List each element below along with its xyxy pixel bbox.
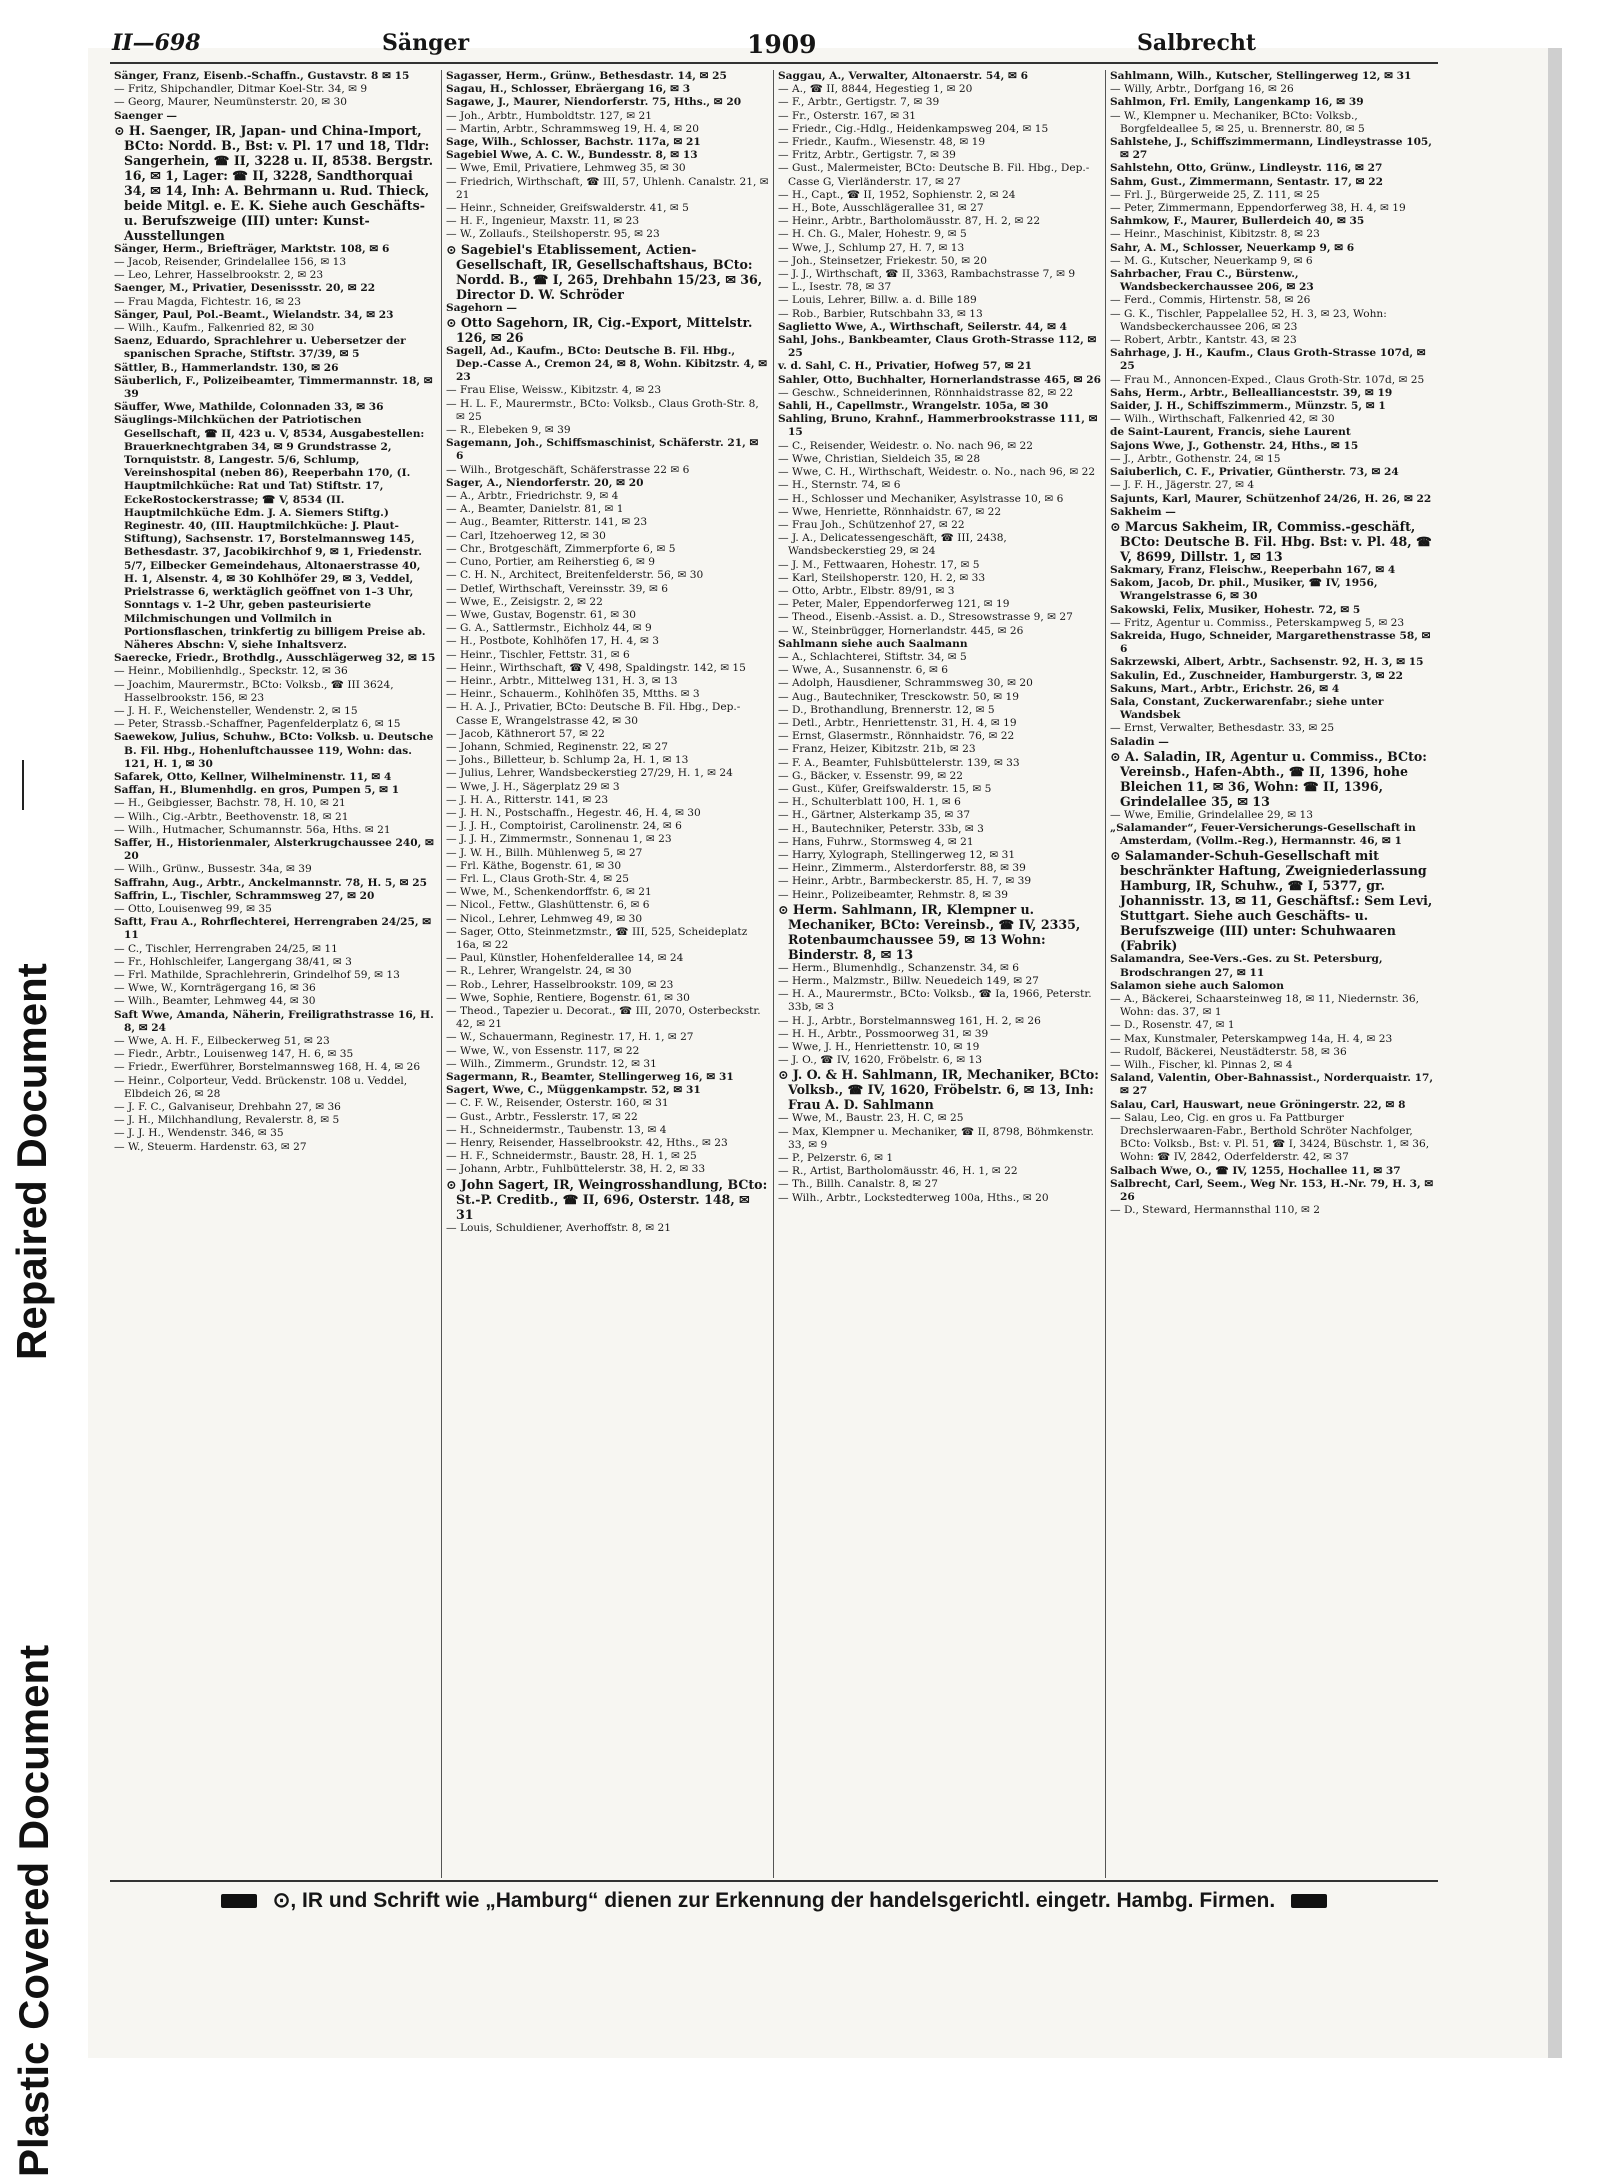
directory-entry: — Wwe, A. H. F., Eilbeckerweg 51, ✉ 23 xyxy=(114,1035,330,1047)
directory-entry: — Gust., Arbtr., Fesslerstr. 17, ✉ 22 xyxy=(446,1110,638,1123)
directory-entry: — H., Bautechniker, Peterstr. 33b, ✉ 3 xyxy=(778,822,984,835)
directory-entry: — J. J. H., Comptoirist, Carolinenstr. 24, ✉ 6 xyxy=(446,820,682,833)
directory-entry: — H., Schlosser und Mechaniker, Asylstrasse 10, ✉ 6 xyxy=(778,492,1064,505)
directory-entry: Sänger, Paul, Pol.-Beamt., Wielandstr. 34, ✉ 23 xyxy=(114,308,394,321)
directory-entry: — Herm., Blumenhdlg., Schanzenstr. 34, ✉ 6 xyxy=(778,961,1020,974)
directory-entry: — Detlef, Wirthschaft, Vereinsstr. 39, ✉ 6 xyxy=(446,582,669,595)
directory-entry: Sakheim — xyxy=(1110,505,1176,518)
page-gutter xyxy=(1548,48,1562,2058)
directory-entry: — Wwe, C. H., Wirthschaft, Weidestr. o. No., nach 96, ✉ 22 xyxy=(778,466,1096,479)
directory-entry: — H., Geibgiesser, Bachstr. 78, H. 10, ✉ 21 xyxy=(114,797,346,810)
directory-entry: — Max, Kunstmaler, Peterskampweg 14a, H. 4, ✉ 23 xyxy=(1110,1032,1393,1045)
directory-entry: — Wwe, Emilie, Grindelallee 29, ✉ 13 xyxy=(1110,808,1313,821)
directory-entry: Saenz, Eduardo, Sprachlehrer u. Uebersetzer der spanischen Sprache, Stiftstr. 37/39, ✉ 5 xyxy=(114,335,406,361)
directory-entry: Säuberlich, F., Polizeibeamter, Timmermannstr. 18, ✉ 39 xyxy=(114,374,433,401)
directory-entry: — Gust., Malermeister, BCto: Deutsche B. Fil. Hbg., Dep.-Casse G, Vierländerstr. 17, ✉ 27 xyxy=(778,162,1090,188)
directory-entry: Sagawe, J., Maurer, Niendorferstr. 75, Hths., ✉ 20 xyxy=(446,96,742,109)
directory-entry: — Frau Magda, Fichtestr. 16, ✉ 23 xyxy=(114,295,301,308)
directory-entry: — J., Arbtr., Gothenstr. 24, ✉ 15 xyxy=(1110,452,1281,465)
directory-entry: — H. F., Ingenieur, Maxstr. 11, ✉ 23 xyxy=(446,215,640,228)
directory-entry: — Nicol., Lehrer, Lehmweg 49, ✉ 30 xyxy=(446,912,643,925)
directory-entry: Sahrbacher, Frau C., Bürstenw., Wandsbeckerchaussee 206, ✉ 23 xyxy=(1110,268,1314,294)
directory-entry: — Henry, Reisender, Hasselbrookstr. 42, Hths., ✉ 23 xyxy=(446,1137,728,1150)
directory-entry: — Wwe, A., Susannenstr. 6, ✉ 6 xyxy=(778,664,949,677)
directory-entry: — Rudolf, Bäckerei, Neustädterstr. 58, ✉ 36 xyxy=(1110,1045,1347,1058)
directory-entry: — H., Schneidermstr., Taubenstr. 13, ✉ 4 xyxy=(446,1123,667,1136)
directory-entry: Saladin — xyxy=(1110,735,1169,748)
directory-entry: Säuffer, Wwe, Mathilde, Colonnaden 33, ✉ 36 xyxy=(114,401,384,414)
directory-entry: — H., Gärtner, Alsterkamp 35, ✉ 37 xyxy=(778,809,971,822)
directory-entry: Sahlmann siehe auch Saalmann xyxy=(778,637,968,650)
directory-entry: Sakuns, Mart., Arbtr., Erichstr. 26, ✉ 4 xyxy=(1110,682,1340,695)
directory-entry: — Johs., Billetteur, b. Schlump 2a, H. 1, ✉ 13 xyxy=(446,754,689,767)
directory-entry: — H. L. F., Maurermstr., BCto: Volksb., Claus Groth-Str. 8, ✉ 25 xyxy=(446,397,759,423)
directory-entry: — A., Bäckerei, Schaarsteinweg 18, ✉ 11, Niedernstr. 36, Wohn: das. 37, ✉ 1 xyxy=(1110,992,1419,1019)
directory-entry: — Harry, Xylograph, Stellingerweg 12, ✉ 31 xyxy=(778,848,1016,861)
directory-entry: — Karl, Steilshoperstr. 120, H. 2, ✉ 33 xyxy=(778,571,986,584)
header-rule xyxy=(110,62,1438,64)
directory-entry: — Heinr., Tischler, Fettstr. 31, ✉ 6 xyxy=(446,648,630,661)
directory-entry: — Frau Joh., Schützenhof 27, ✉ 22 xyxy=(778,518,965,531)
directory-entry: — Rob., Barbier, Rutschbahn 33, ✉ 13 xyxy=(778,307,983,320)
directory-entry: Saftt, Frau A., Rohrflechterei, Herrengraben 24/25, ✉ 11 xyxy=(114,916,432,942)
directory-entry: Saider, J. H., Schiffszimmerm., Münzstr. 5, ✉ 1 xyxy=(1110,400,1386,413)
directory-entry: — H. Ch. G., Maler, Hohestr. 9, ✉ 5 xyxy=(778,228,967,241)
directory-entry: — Wilh., Arbtr., Lockstedterweg 100a, Hths., ✉ 20 xyxy=(778,1191,1049,1204)
directory-entry: Saffrin, L., Tischler, Schrammsweg 27, ✉ 20 xyxy=(114,889,375,902)
directory-entry: — Theod., Eisenb.-Assist. a. D., Stresowstrasse 9, ✉ 27 xyxy=(778,611,1073,624)
directory-entry: — Frl. Käthe, Bogenstr. 61, ✉ 30 xyxy=(446,859,622,872)
directory-entry: — Heinr., Zimmerm., Alsterdorferstr. 88, ✉ 39 xyxy=(778,862,1026,875)
directory-entry: — Louis, Lehrer, Billw. a. d. Bille 189 xyxy=(778,294,977,307)
column-4 xyxy=(1106,70,1438,1878)
directory-entry: Saenger — xyxy=(114,109,177,122)
directory-entry: — Peter, Maler, Eppendorferweg 121, ✉ 19 xyxy=(778,598,1010,611)
directory-entry: Saggau, A., Verwalter, Altonaerstr. 54, ✉ 6 xyxy=(778,70,1028,82)
directory-entry: Sajons Wwe, J., Gothenstr. 24, Hths., ✉ 15 xyxy=(1110,439,1359,452)
directory-entry: — A., Schlachterei, Stiftstr. 34, ✉ 5 xyxy=(778,650,967,663)
pointing-hand-icon xyxy=(1291,1894,1327,1908)
directory-entry: — Cuno, Portier, am Reiherstieg 6, ✉ 9 xyxy=(446,556,655,569)
directory-entry: — Heinr., Arbtr., Barmbeckerstr. 85, H. 7, ✉ 39 xyxy=(778,875,1032,888)
edge-mark xyxy=(22,760,24,810)
directory-entry: ⊙ Sagebiel's Etablissement, Actien-Gesellschaft, IR, Gesellschaftshaus, BCto: Nordd. B., ☎ I, 265, Drehbahn 15/23, ✉ 36, Director D. W. Schröder xyxy=(446,241,763,302)
directory-entry: Saenger, M., Privatier, Desenissstr. 20, ✉ 22 xyxy=(114,282,376,295)
directory-entry: — W., Zollaufs., Steilshoperstr. 95, ✉ 23 xyxy=(446,228,660,241)
directory-entry: v. d. Sahl, C. H., Privatier, Hofweg 57, ✉ 21 xyxy=(778,360,1033,373)
directory-entry: — J. A., Delicatessengeschäft, ☎ III, 2438, Wandsbeckerstieg 29, ✉ 24 xyxy=(778,532,1007,558)
directory-entry: — Jacob, Käthnerort 57, ✉ 22 xyxy=(446,727,605,740)
directory-entry: Saland, Valentin, Ober-Bahnassist., Norderquaistr. 17, ✉ 27 xyxy=(1110,1072,1434,1098)
directory-entry: Sahlmann, Wilh., Kutscher, Stellingerweg 12, ✉ 31 xyxy=(1110,70,1412,82)
directory-entry: — F., Arbtr., Gertigstr. 7, ✉ 39 xyxy=(778,96,940,109)
directory-entry: ⊙ John Sagert, IR, Weingrosshandlung, BCto: St.-P. Creditb., ☎ II, 696, Osterstr. 148, ✉ 31 xyxy=(446,1176,768,1222)
directory-entry: — Wilh., Kaufm., Falkenried 82, ✉ 30 xyxy=(114,322,315,335)
directory-entry: — Wilh., Wirthschaft, Falkenried 42, ✉ 30 xyxy=(1110,413,1335,426)
directory-entry: — C. F. W., Reisender, Osterstr. 160, ✉ 31 xyxy=(446,1097,669,1110)
scan-edge-strip xyxy=(0,0,57,2177)
directory-entry: — H. A. J., Privatier, BCto: Deutsche B. Fil. Hbg., Dep.-Casse E, Wrangelstrasse 42, ✉ 30 xyxy=(446,701,741,727)
directory-entry: Sagell, Ad., Kaufm., BCto: Deutsche B. Fil. Hbg., Dep.-Casse A., Cremon 24, ✉ 8, Wohn. Kibitzstr. 4, ✉ 23 xyxy=(446,344,768,384)
directory-entry: Sahs, Herm., Arbtr., Belleallianceststr. 39, ✉ 19 xyxy=(1110,386,1393,399)
directory-entry: Saffan, H., Blumenhdlg. en gros, Pumpen 5, ✉ 1 xyxy=(114,784,400,797)
directory-entry: — Friedr., Kaufm., Wiesenstr. 48, ✉ 19 xyxy=(778,136,986,149)
directory-entry: — Theod., Tapezier u. Decorat., ☎ III, 2070, Osterbeckstr. 42, ✉ 21 xyxy=(446,1005,761,1031)
directory-entry: — Heinr., Wirthschaft, ☎ V, 498, Spaldingstr. 142, ✉ 15 xyxy=(446,661,746,674)
directory-entry: — Martin, Arbtr., Schrammsweg 19, H. 4, ✉ 20 xyxy=(446,122,699,135)
directory-entry: — Wwe, Christian, Sieldeich 35, ✉ 28 xyxy=(778,452,981,465)
directory-entry: — M. G., Kutscher, Neuerkamp 9, ✉ 6 xyxy=(1110,254,1313,267)
directory-entry: Sakrzewski, Albert, Arbtr., Sachsenstr. 92, H. 3, ✉ 15 xyxy=(1110,656,1424,669)
directory-entry: — W., Schauermann, Reginestr. 17, H. 1, ✉ 27 xyxy=(446,1031,694,1044)
directory-entry: Sahlmon, Frl. Emily, Langenkamp 16, ✉ 39 xyxy=(1110,96,1364,109)
directory-entry: — Rob., Lehrer, Hasselbrookstr. 109, ✉ 23 xyxy=(446,978,674,991)
directory-entry: — Heinr., Schauerm., Kohlhöfen 35, Mtths. ✉ 3 xyxy=(446,688,700,701)
directory-entry: — Robert, Arbtr., Kantstr. 43, ✉ 23 xyxy=(1110,334,1297,347)
directory-entry: — Peter, Zimmermann, Eppendorferweg 38, H. 4, ✉ 19 xyxy=(1110,202,1406,215)
directory-entry: — Franz, Heizer, Kibitzstr. 21b, ✉ 23 xyxy=(778,743,976,756)
directory-entry: — Wwe, Henriette, Rönnhaidstr. 67, ✉ 22 xyxy=(778,505,1002,518)
directory-entry: — Joachim, Maurermstr., BCto: Volksb., ☎ III 3624, Hasselbrookstr. 156, ✉ 23 xyxy=(114,678,394,704)
directory-entry: — Julius, Lehrer, Wandsbeckerstieg 27/29, H. 1, ✉ 24 xyxy=(446,767,733,780)
directory-entry: ⊙ J. O. & H. Sahlmann, IR, Mechaniker, BCto: Volksb., ☎ IV, 1620, Fröbelstr. 6, ✉ 13, Inh: Frau A. D. Sahlmann xyxy=(778,1067,1099,1113)
directory-entry: Sahr, A. M., Schlosser, Neuerkamp 9, ✉ 6 xyxy=(1110,241,1355,254)
directory-entry: — H., Capt., ☎ II, 1952, Sophienstr. 2, ✉ 24 xyxy=(778,188,1016,201)
directory-entry: — Georg, Maurer, Neumünsterstr. 20, ✉ 30 xyxy=(114,96,347,109)
directory-entry: ⊙ Otto Sagehorn, IR, Cig.-Export, Mittelstr. 126, ✉ 26 xyxy=(446,314,753,345)
directory-entry: — Johann, Schmied, Reginenstr. 22, ✉ 27 xyxy=(446,740,668,753)
directory-entry: — J. J. H., Zimmermstr., Sonnenau 1, ✉ 23 xyxy=(446,833,672,846)
directory-entry: ⊙ Marcus Sakheim, IR, Commiss.-geschäft, BCto: Deutsche B. Fil. Hbg. Bst: v. Pl. 48, ☎ V, 8699, Dillstr. 1, ✉ 13 xyxy=(1110,518,1432,564)
directory-entry: — Willy, Arbtr., Dorfgang 16, ✉ 26 xyxy=(1110,83,1294,96)
directory-entry: — J. H. F., Weichensteller, Wendenstr. 2, ✉ 15 xyxy=(114,704,358,717)
directory-entry: Sakreida, Hugo, Schneider, Margarethenstrasse 58, ✉ 6 xyxy=(1110,629,1431,656)
directory-entry: — C., Tischler, Herrengraben 24/25, ✉ 11 xyxy=(114,942,338,955)
directory-entry: „Salamander“, Feuer-Versicherungs-Gesellschaft in Amsterdam, (Vollm.-Reg.), Hermannstr. 46, ✉ 1 xyxy=(1110,821,1416,848)
directory-entry: — D., Rosenstr. 47, ✉ 1 xyxy=(1110,1019,1235,1032)
directory-entry: — Wwe, Sophie, Rentiere, Bogenstr. 61, ✉ 30 xyxy=(446,991,690,1004)
directory-entry: — Fritz, Agentur u. Commiss., Peterskampweg 5, ✉ 23 xyxy=(1110,616,1405,629)
directory-entry: — Joh., Arbtr., Humboldtstr. 127, ✉ 21 xyxy=(446,109,652,122)
directory-entry: Sala, Constant, Zuckerwarenfabr.; siehe unter Wandsbek xyxy=(1110,695,1384,722)
directory-entry: — Wwe, J. H., Sägerplatz 29 ✉ 3 xyxy=(446,780,620,793)
directory-entry: Sajunts, Karl, Maurer, Schützenhof 24/26, H. 26, ✉ 22 xyxy=(1110,492,1432,505)
directory-entry: — G. A., Sattlermstr., Eichholz 44, ✉ 9 xyxy=(446,622,652,635)
directory-entry: — Herm., Malzmstr., Billw. Neuedeich 149, ✉ 27 xyxy=(778,975,1039,987)
directory-entry: — Wilh., Brotgeschäft, Schäferstrasse 22 ✉ 6 xyxy=(446,463,690,476)
directory-entry: Sager, A., Niendorferstr. 20, ✉ 20 xyxy=(446,476,644,489)
directory-entry: — H., Bote, Ausschlägerallee 31, ✉ 27 xyxy=(778,202,984,215)
directory-entry: Salbrecht, Carl, Seem., Weg Nr. 153, H.-Nr. 79, H. 3, ✉ 26 xyxy=(1110,1177,1434,1204)
directory-entry: — Johann, Arbtr., Fuhlbüttelerstr. 38, H. 2, ✉ 33 xyxy=(446,1163,706,1176)
directory-entry: — Friedr., Cig.-Hdlg., Heidenkampsweg 204, ✉ 15 xyxy=(778,122,1049,135)
directory-entry: — J. H. N., Postschaffn., Hegestr. 46, H. 4, ✉ 30 xyxy=(446,806,701,819)
directory-entry: — Wwe, E., Zeisigstr. 2, ✉ 22 xyxy=(446,595,603,608)
directory-entry: — J. O., ☎ IV, 1620, Fröbelstr. 6, ✉ 13 xyxy=(778,1054,983,1067)
directory-entry: Sättler, B., Hammerlandstr. 130, ✉ 26 xyxy=(114,361,339,374)
directory-entry: — Frl. J., Bürgerweide 25, Z. 111, ✉ 25 xyxy=(1110,188,1320,201)
page-footer xyxy=(110,1888,1438,1918)
directory-entry: Sakowski, Felix, Musiker, Hohestr. 72, ✉ 5 xyxy=(1110,603,1361,616)
directory-entry: Sagebiel Wwe, A. C. W., Bundesstr. 8, ✉ 13 xyxy=(446,149,698,162)
directory-entry: — C., Reisender, Weidestr. o. No. nach 96, ✉ 22 xyxy=(778,439,1034,452)
footer-rule xyxy=(110,1880,1438,1882)
directory-entry: — Heinr., Polizeibeamter, Rehmstr. 8, ✉ 39 xyxy=(778,888,1008,901)
directory-entry: — Adolph, Hausdiener, Schrammsweg 30, ✉ 20 xyxy=(778,677,1033,690)
directory-entry: — Heinr., Mobilienhdlg., Speckstr. 12, ✉ 36 xyxy=(114,665,348,678)
directory-entry: Salau, Carl, Hauswart, neue Gröningerstr. 22, ✉ 8 xyxy=(1110,1098,1406,1111)
directory-entry: — R., Elebeken 9, ✉ 39 xyxy=(446,424,571,437)
directory-entry: — Aug., Bautechniker, Tresckowstr. 50, ✉ 19 xyxy=(778,690,1019,703)
directory-entry: Sahli, H., Capellmstr., Wrangelstr. 105a, ✉ 30 xyxy=(778,400,1049,413)
directory-entry: — J. H. A., Ritterstr. 141, ✉ 23 xyxy=(446,793,609,806)
directory-entry: — W., Klempner u. Mechaniker, BCto: Volksb., Borgfeldeallee 5, ✉ 25, u. Brennerstr. 80, ✉ 5 xyxy=(1110,109,1365,135)
directory-entry: — J. F. C., Galvaniseur, Drehbahn 27, ✉ 36 xyxy=(114,1101,341,1114)
directory-entry: — H., Schulterblatt 100, H. 1, ✉ 6 xyxy=(778,796,961,809)
directory-entry: — J. J. H., Wendenstr. 346, ✉ 35 xyxy=(114,1127,284,1140)
plastic-covered-label: Plastic Covered Document xyxy=(10,1644,57,2177)
directory-entry: — G. K., Tischler, Pappelallee 52, H. 3, ✉ 23, Wohn: Wandsbeckerchaussee 206, ✉ 23 xyxy=(1110,307,1387,333)
directory-entry: — Joh., Steinsetzer, Friekestr. 50, ✉ 20 xyxy=(778,254,987,267)
header-first-entry: Sänger xyxy=(382,30,470,56)
directory-entry: — F. A., Beamter, Fuhlsbüttelerstr. 139, ✉ 33 xyxy=(778,756,1020,769)
directory-entry: — J. W. H., Billh. Mühlenweg 5, ✉ 27 xyxy=(446,846,643,859)
directory-entry: — Chr., Brotgeschäft, Zimmerpforte 6, ✉ 5 xyxy=(446,542,676,555)
directory-entry: — Frl. Mathilde, Sprachlehrerin, Grindelhof 59, ✉ 13 xyxy=(114,968,400,981)
directory-entry: — Wwe, W., von Essenstr. 117, ✉ 22 xyxy=(446,1044,640,1057)
directory-entry: — Wilh., Hutmacher, Schumannstr. 56a, Hths. ✉ 21 xyxy=(114,823,391,836)
directory-entry: — Fr., Osterstr. 167, ✉ 31 xyxy=(778,109,917,122)
directory-entry: — G., Bäcker, v. Essenstr. 99, ✉ 22 xyxy=(778,769,963,782)
directory-entry: Saft Wwe, Amanda, Näherin, Freiligrathstrasse 16, H. 8, ✉ 24 xyxy=(114,1008,434,1034)
directory-entry: — Otto, Arbtr., Elbstr. 89/91, ✉ 3 xyxy=(778,584,955,597)
directory-entry: — Detl., Arbtr., Henriettenstr. 31, H. 4, ✉ 19 xyxy=(778,716,1017,729)
directory-entry: Sahm, Gust., Zimmermann, Sentastr. 17, ✉ 22 xyxy=(1110,175,1383,188)
column-3 xyxy=(774,70,1106,1878)
directory-entry: Sagasser, Herm., Grünw., Bethesdastr. 14, ✉ 25 xyxy=(446,70,727,82)
directory-entry: — Gust., Küfer, Greifswalderstr. 15, ✉ 5 xyxy=(778,782,992,795)
header-year: 1909 xyxy=(747,30,817,59)
directory-entry: Sakom, Jacob, Dr. phil., Musiker, ☎ IV, 1956, Wrangelstrasse 6, ✉ 30 xyxy=(1110,577,1378,603)
header-last-entry: Salbrecht xyxy=(1137,30,1257,56)
directory-entry: ⊙ Herm. Sahlmann, IR, Klempner u. Mechaniker, BCto: Vereinsb., ☎ IV, 2335, Rotenbaumchaussee 59, ✉ 13 Wohn: Binderstr. 8, ✉ 13 xyxy=(778,901,1081,962)
directory-entry: — Nicol., Fettw., Glashüttenstr. 6, ✉ 6 xyxy=(446,899,650,912)
directory-entry: — A., ☎ II, 8844, Hegestieg 1, ✉ 20 xyxy=(778,83,973,96)
directory-entry: — Heinr., Colporteur, Vedd. Brückenstr. 108 u. Veddel, Elbdeich 26, ✉ 28 xyxy=(114,1074,408,1100)
directory-entry: — Frau Elise, Weissw., Kibitzstr. 4, ✉ 23 xyxy=(446,384,662,397)
directory-entry: — Friedrich, Wirthschaft, ☎ III, 57, Uhlenh. Canalstr. 21, ✉ 21 xyxy=(446,175,769,201)
directory-entry: — Wilh., Cig.-Arbtr., Beethovenstr. 18, ✉ 21 xyxy=(114,810,349,823)
directory-entry: — Hans, Fuhrw., Stormsweg 4, ✉ 21 xyxy=(778,835,974,848)
repaired-document-label: Repaired Document xyxy=(8,963,55,1360)
directory-entry: — Fr., Hohlschleifer, Langergang 38/41, ✉ 3 xyxy=(114,955,352,968)
directory-entry: Sagau, H., Schlosser, Ebräergang 16, ✉ 3 xyxy=(446,83,691,96)
column-1 xyxy=(110,70,442,1878)
directory-entry: — L., Isestr. 78, ✉ 37 xyxy=(778,281,892,294)
directory-entry: Sakmary, Franz, Fleischw., Reeperbahn 167, ✉ 4 xyxy=(1110,563,1396,576)
directory-entry: — Wwe, Emil, Privatiere, Lehmweg 35, ✉ 30 xyxy=(446,162,686,175)
directory-entry: — Ernst, Verwalter, Bethesdastr. 33, ✉ 25 xyxy=(1110,722,1335,735)
directory-entry: — Jacob, Reisender, Grindelallee 156, ✉ 13 xyxy=(114,256,347,269)
directory-entry: — R., Artist, Bartholomäusstr. 46, H. 1, ✉ 22 xyxy=(778,1165,1018,1178)
directory-entry: — J. M., Fettwaaren, Hohestr. 17, ✉ 5 xyxy=(778,558,980,571)
directory-entry: — Louis, Schuldiener, Averhoffstr. 8, ✉ 21 xyxy=(446,1221,671,1234)
directory-entry: — Heinr., Maschinist, Kibitzstr. 8, ✉ 23 xyxy=(1110,228,1320,241)
directory-entry: de Saint-Laurent, Francis, siehe Laurent xyxy=(1110,426,1351,439)
directory-entry: — Heinr., Arbtr., Mittelweg 131, H. 3, ✉ 13 xyxy=(446,674,678,687)
directory-entry: Sahling, Bruno, Krahnf., Hammerbrookstrasse 111, ✉ 15 xyxy=(778,413,1098,439)
directory-entry: — Geschw., Schneiderinnen, Rönnhaidstrasse 82, ✉ 22 xyxy=(778,386,1074,399)
directory-entry: Sahl, Johs., Bankbeamter, Claus Groth-Strasse 112, ✉ 25 xyxy=(778,334,1097,360)
directory-entry: Saglietto Wwe, A., Wirthschaft, Seilerstr. 44, ✉ 4 xyxy=(778,320,1068,333)
directory-entry: — Wilh., Fischer, kl. Pinnas 2, ✉ 4 xyxy=(1110,1058,1293,1071)
directory-entry: — W., Steuerm. Hardenstr. 63, ✉ 27 xyxy=(114,1140,307,1153)
directory-entry: — H., Postbote, Kohlhöfen 17, H. 4, ✉ 3 xyxy=(446,635,659,648)
directory-entry: — Wilh., Grünw., Bussestr. 34a, ✉ 39 xyxy=(114,863,312,876)
directory-entry: — Wwe, W., Kornträgergang 16, ✉ 36 xyxy=(114,982,316,995)
directory-entry: — Fiedr., Arbtr., Louisenweg 147, H. 6, ✉ 35 xyxy=(114,1048,354,1061)
directory-entry: — Frl. L., Claus Groth-Str. 4, ✉ 25 xyxy=(446,872,629,885)
directory-entry: Sagermann, R., Beamter, Stellingerweg 16, ✉ 31 xyxy=(446,1071,734,1084)
directory-entry: — Peter, Strassb.-Schaffner, Pagenfelderplatz 6, ✉ 15 xyxy=(114,718,401,731)
directory-entry: — Wwe, Gustav, Bogenstr. 61, ✉ 30 xyxy=(446,608,636,621)
directory-entry: Sage, Wilh., Schlosser, Bachstr. 117a, ✉ 21 xyxy=(446,136,701,149)
directory-entry: Saerecke, Friedr., Brothdlg., Ausschlägerweg 32, ✉ 15 xyxy=(114,652,436,665)
directory-entry: — H. J., Arbtr., Borstelmannsweg 161, H. 2, ✉ 26 xyxy=(778,1014,1041,1027)
directory-entry: — Paul, Künstler, Hohenfelderallee 14, ✉ 24 xyxy=(446,952,684,965)
directory-entry: Sagehorn — xyxy=(446,301,517,314)
directory-entry: — P., Pelzerstr. 6, ✉ 1 xyxy=(778,1152,894,1165)
directory-entry: Salamandra, See-Vers.-Ges. zu St. Petersburg, Brodschrangen 27, ✉ 11 xyxy=(1110,953,1383,979)
page-header xyxy=(112,30,1412,64)
directory-entry: — Friedr., Ewerführer, Borstelmannsweg 168, H. 4, ✉ 26 xyxy=(114,1061,421,1074)
directory-entry: — W., Steinbrügger, Hornerlandstr. 445, ✉ 26 xyxy=(778,624,1024,637)
directory-entry: — Max, Klempner u. Mechaniker, ☎ II, 8798, Böhmkenstr. 33, ✉ 9 xyxy=(778,1125,1094,1151)
directory-entry: Sahler, Otto, Buchhalter, Hornerlandstrasse 465, ✉ 26 xyxy=(778,373,1101,386)
directory-entry: — J. H., Milchhandlung, Revalerstr. 8, ✉ 5 xyxy=(114,1114,340,1127)
directory-entry: — Sager, Otto, Steinmetzmstr., ☎ III, 525, Scheideplatz 16a, ✉ 22 xyxy=(446,925,748,951)
directory-entry: — Frau M., Annoncen-Exped., Claus Groth-Str. 107d, ✉ 25 xyxy=(1110,373,1425,386)
directory-entry: — Wilh., Zimmerm., Grundstr. 12, ✉ 31 xyxy=(446,1057,657,1070)
directory-entry: Säuglings-Milchküchen der Patriotischen Gesellschaft, ☎ II, 423 u. V, 8534, Ausgabestellen: Brauerknechtgraben 34, ✉ 9 Grundstrasse 2, Tornquiststr. 8, Langestr. 5/6, Schlump, Vereinshospital (neben 86), Reeperbahn 170, (I. Hauptmilchküche: Rat und Tat) Stiftstr. 17, EckeRostockerstrasse; ☎ V, 8534 (II. Hauptmilchküche Edm. J. A. Siemers Stiftg.) Reginestr. 40, (III. Hauptmilchküche: J. Plaut-Stiftung), Sachsenstr. 17, Borstelmannsweg 145, Bethesdastr. 37, Jacobikirchhof 9, ✉ 1, Friedenstr. 5/7, Eilbecker Gemeindehaus, Altonaerstrasse 40, H. 1, Alsenstr. 4, ✉ 30 Kohlhöfer 29, ✉ 3, Veddel, Prielstrasse 6, werktäglich geöffnet von 1–3 Uhr, Sonntags v. 1–2 Uhr, geben pasteurisierte Milchmischungen und Vollmilch in Portionsflaschen, trinkfertig zu billigem Preise ab. Näheres Abschn: V, siehe Inhaltsverz. xyxy=(114,414,426,651)
directory-entry: Sagemann, Joh., Schiffsmaschinist, Schäferstr. 21, ✉ 6 xyxy=(446,437,759,463)
directory-entry: — H. H., Arbtr., Possmoorweg 31, ✉ 39 xyxy=(778,1027,989,1040)
directory-entry: — Aug., Beamter, Ritterstr. 141, ✉ 23 xyxy=(446,516,648,529)
directory-entry: — Fritz, Shipchandler, Ditmar Koel-Str. 34, ✉ 9 xyxy=(114,83,368,96)
directory-entry: Sahlstehn, Otto, Grünw., Lindleystr. 116, ✉ 27 xyxy=(1110,162,1383,175)
directory-entry: — Fritz, Arbtr., Gertigstr. 7, ✉ 39 xyxy=(778,149,956,162)
footer-note: ⊙, IR und Schrift wie „Hamburg“ dienen zur Erkennung der handelsgerichtl. eingetr. Hambg. Firmen. xyxy=(272,1889,1276,1912)
directory-entry: Sahmkow, F., Maurer, Bullerdeich 40, ✉ 35 xyxy=(1110,215,1365,228)
directory-entry: — Wwe, J., Schlump 27, H. 7, ✉ 13 xyxy=(778,241,965,254)
directory-entry: — H. A., Maurermstr., BCto: Volksb., ☎ Ia, 1966, Peterstr. 33b, ✉ 3 xyxy=(778,988,1092,1014)
directory-entry: — A., Arbtr., Friedrichstr. 9, ✉ 4 xyxy=(446,490,619,503)
directory-entry: — Wwe, J. H., Henriettenstr. 10, ✉ 19 xyxy=(778,1041,980,1054)
directory-entry: — H., Sternstr. 74, ✉ 6 xyxy=(778,479,901,492)
directory-entry: Salamon siehe auch Salomon xyxy=(1110,979,1284,992)
directory-entry: — H. F., Schneidermstr., Baustr. 28, H. 1, ✉ 25 xyxy=(446,1150,697,1163)
directory-entry: — Heinr., Arbtr., Bartholomäusstr. 87, H. 2, ✉ 22 xyxy=(778,215,1041,228)
directory-entry: — Carl, Itzehoerweg 12, ✉ 30 xyxy=(446,529,606,542)
directory-entry: ⊙ A. Saladin, IR, Agentur u. Commiss., BCto: Vereinsb., Hafen-Abth., ☎ II, 1396, hohe Bleichen 11, ✉ 36, Wohn: ☎ II, 1396, Grindelallee 35, ✉ 13 xyxy=(1110,748,1427,809)
directory-entry: Sahlstehe, J., Schiffszimmermann, Lindleystrasse 105, ✉ 27 xyxy=(1110,136,1432,162)
pointing-hand-icon xyxy=(221,1894,257,1908)
directory-entry: Saewekow, Julius, Schuhw., BCto: Volksb. u. Deutsche B. Fil. Hbg., Hohenluftchaussee 119, Wohn: das. 121, H. 1, ✉ 30 xyxy=(114,731,434,770)
directory-entry: — J. J., Wirthschaft, ☎ II, 3363, Rambachstrasse 7, ✉ 9 xyxy=(778,268,1076,281)
directory-entry: Saffer, H., Historienmaler, Alsterkrugchaussee 240, ✉ 20 xyxy=(114,836,434,863)
directory-entry: — C. H. N., Architect, Breitenfelderstr. 56, ✉ 30 xyxy=(446,569,704,582)
directory-entry: Sakulin, Ed., Zuschneider, Hamburgerstr. 3, ✉ 22 xyxy=(1110,669,1403,682)
directory-entry: ⊙ Salamander-Schuh-Gesellschaft mit beschränkter Haftung, Zweigniederlassung Hamburg, IR, Schuhw., ☎ I, 5377, gr. Johannisstr. 13, ✉ 11, Geschäftsf.: Sem Levi, Stuttgart. Siehe auch Geschäfts- u. Berufszweige (III) unter: Schuhwaaren (Fabrik) xyxy=(1110,848,1433,954)
directory-entry: — Leo, Lehrer, Hasselbrookstr. 2, ✉ 23 xyxy=(114,269,324,282)
directory-entry: Sagert, Wwe, C., Müggenkampstr. 52, ✉ 31 xyxy=(446,1084,701,1097)
directory-entry: ⊙ H. Saenger, IR, Japan- und China-Import, BCto: Nordd. B., Bst: v. Pl. 17 und 18, Tldr: Sangerhein, ☎ II, 3228 u. II, 8538. Bergstr. 16, ✉ 1, Lager: ☎ II, 3228, Sandthorquai 34, ✉ 14, Inh: A. Behrmann u. Rud. Thieck, beide Mitgl. e. E. K. Siehe auch Geschäfts- u. Berufszweige (III) unter: Kunst-Ausstellungen xyxy=(114,122,433,243)
directory-entry: — Wilh., Beamter, Lehmweg 44, ✉ 30 xyxy=(114,995,316,1008)
directory-entry: — R., Lehrer, Wrangelstr. 24, ✉ 30 xyxy=(446,965,632,978)
directory-entry: — Salau, Leo, Cig. en gros u. Fa Pattburger Drechslerwaaren-Fabr., Berthold Schröter Nachfolger, BCto: Volksb., Bst: v. Pl. 51, ☎ I, 3424, Büschstr. 1, ✉ 36, Wohn: ☎ IV, 2842, Oderfelderstr. 42, ✉ 37 xyxy=(1110,1111,1430,1164)
directory-entry: — Otto, Louisenweg 99, ✉ 35 xyxy=(114,902,272,915)
directory-columns xyxy=(110,70,1440,1878)
directory-entry: Saiuberlich, C. F., Privatier, Güntherstr. 73, ✉ 24 xyxy=(1110,466,1399,479)
directory-entry: Saffrahn, Aug., Arbtr., Anckelmannstr. 78, H. 5, ✉ 25 xyxy=(114,876,427,889)
directory-entry: Sahrhage, J. H., Kaufm., Claus Groth-Strasse 107d, ✉ 25 xyxy=(1110,347,1426,373)
directory-entry: — J. F. H., Jägerstr. 27, ✉ 4 xyxy=(1110,479,1255,492)
directory-entry: — Wwe, M., Schenkendorffstr. 6, ✉ 21 xyxy=(446,886,652,899)
page-number: II—698 xyxy=(112,30,201,56)
directory-entry: — D., Brothandlung, Brennerstr. 12, ✉ 5 xyxy=(778,703,995,716)
directory-entry: — A., Beamter, Danielstr. 81, ✉ 1 xyxy=(446,503,624,516)
directory-entry: — Ernst, Glasermstr., Rönnhaidstr. 76, ✉ 22 xyxy=(778,730,1015,743)
directory-entry: Safarek, Otto, Kellner, Wilhelminenstr. 11, ✉ 4 xyxy=(114,770,392,783)
directory-entry: — Heinr., Schneider, Greifswalderstr. 41, ✉ 5 xyxy=(446,202,689,215)
directory-entry: Sänger, Franz, Eisenb.-Schaffn., Gustavstr. 8 ✉ 15 xyxy=(114,70,410,82)
directory-entry: — Ferd., Commis, Hirtenstr. 58, ✉ 26 xyxy=(1110,294,1311,307)
directory-entry: — D., Steward, Hermannsthal 110, ✉ 2 xyxy=(1110,1204,1321,1217)
directory-entry: Sänger, Herm., Briefträger, Marktstr. 108, ✉ 6 xyxy=(114,242,390,255)
column-2 xyxy=(442,70,774,1878)
directory-entry: — Th., Billh. Canalstr. 8, ✉ 27 xyxy=(778,1178,938,1191)
directory-entry: — Wwe, M., Baustr. 23, H. C, ✉ 25 xyxy=(778,1112,964,1125)
directory-entry: Salbach Wwe, O., ☎ IV, 1255, Hochallee 11, ✉ 37 xyxy=(1110,1164,1401,1177)
